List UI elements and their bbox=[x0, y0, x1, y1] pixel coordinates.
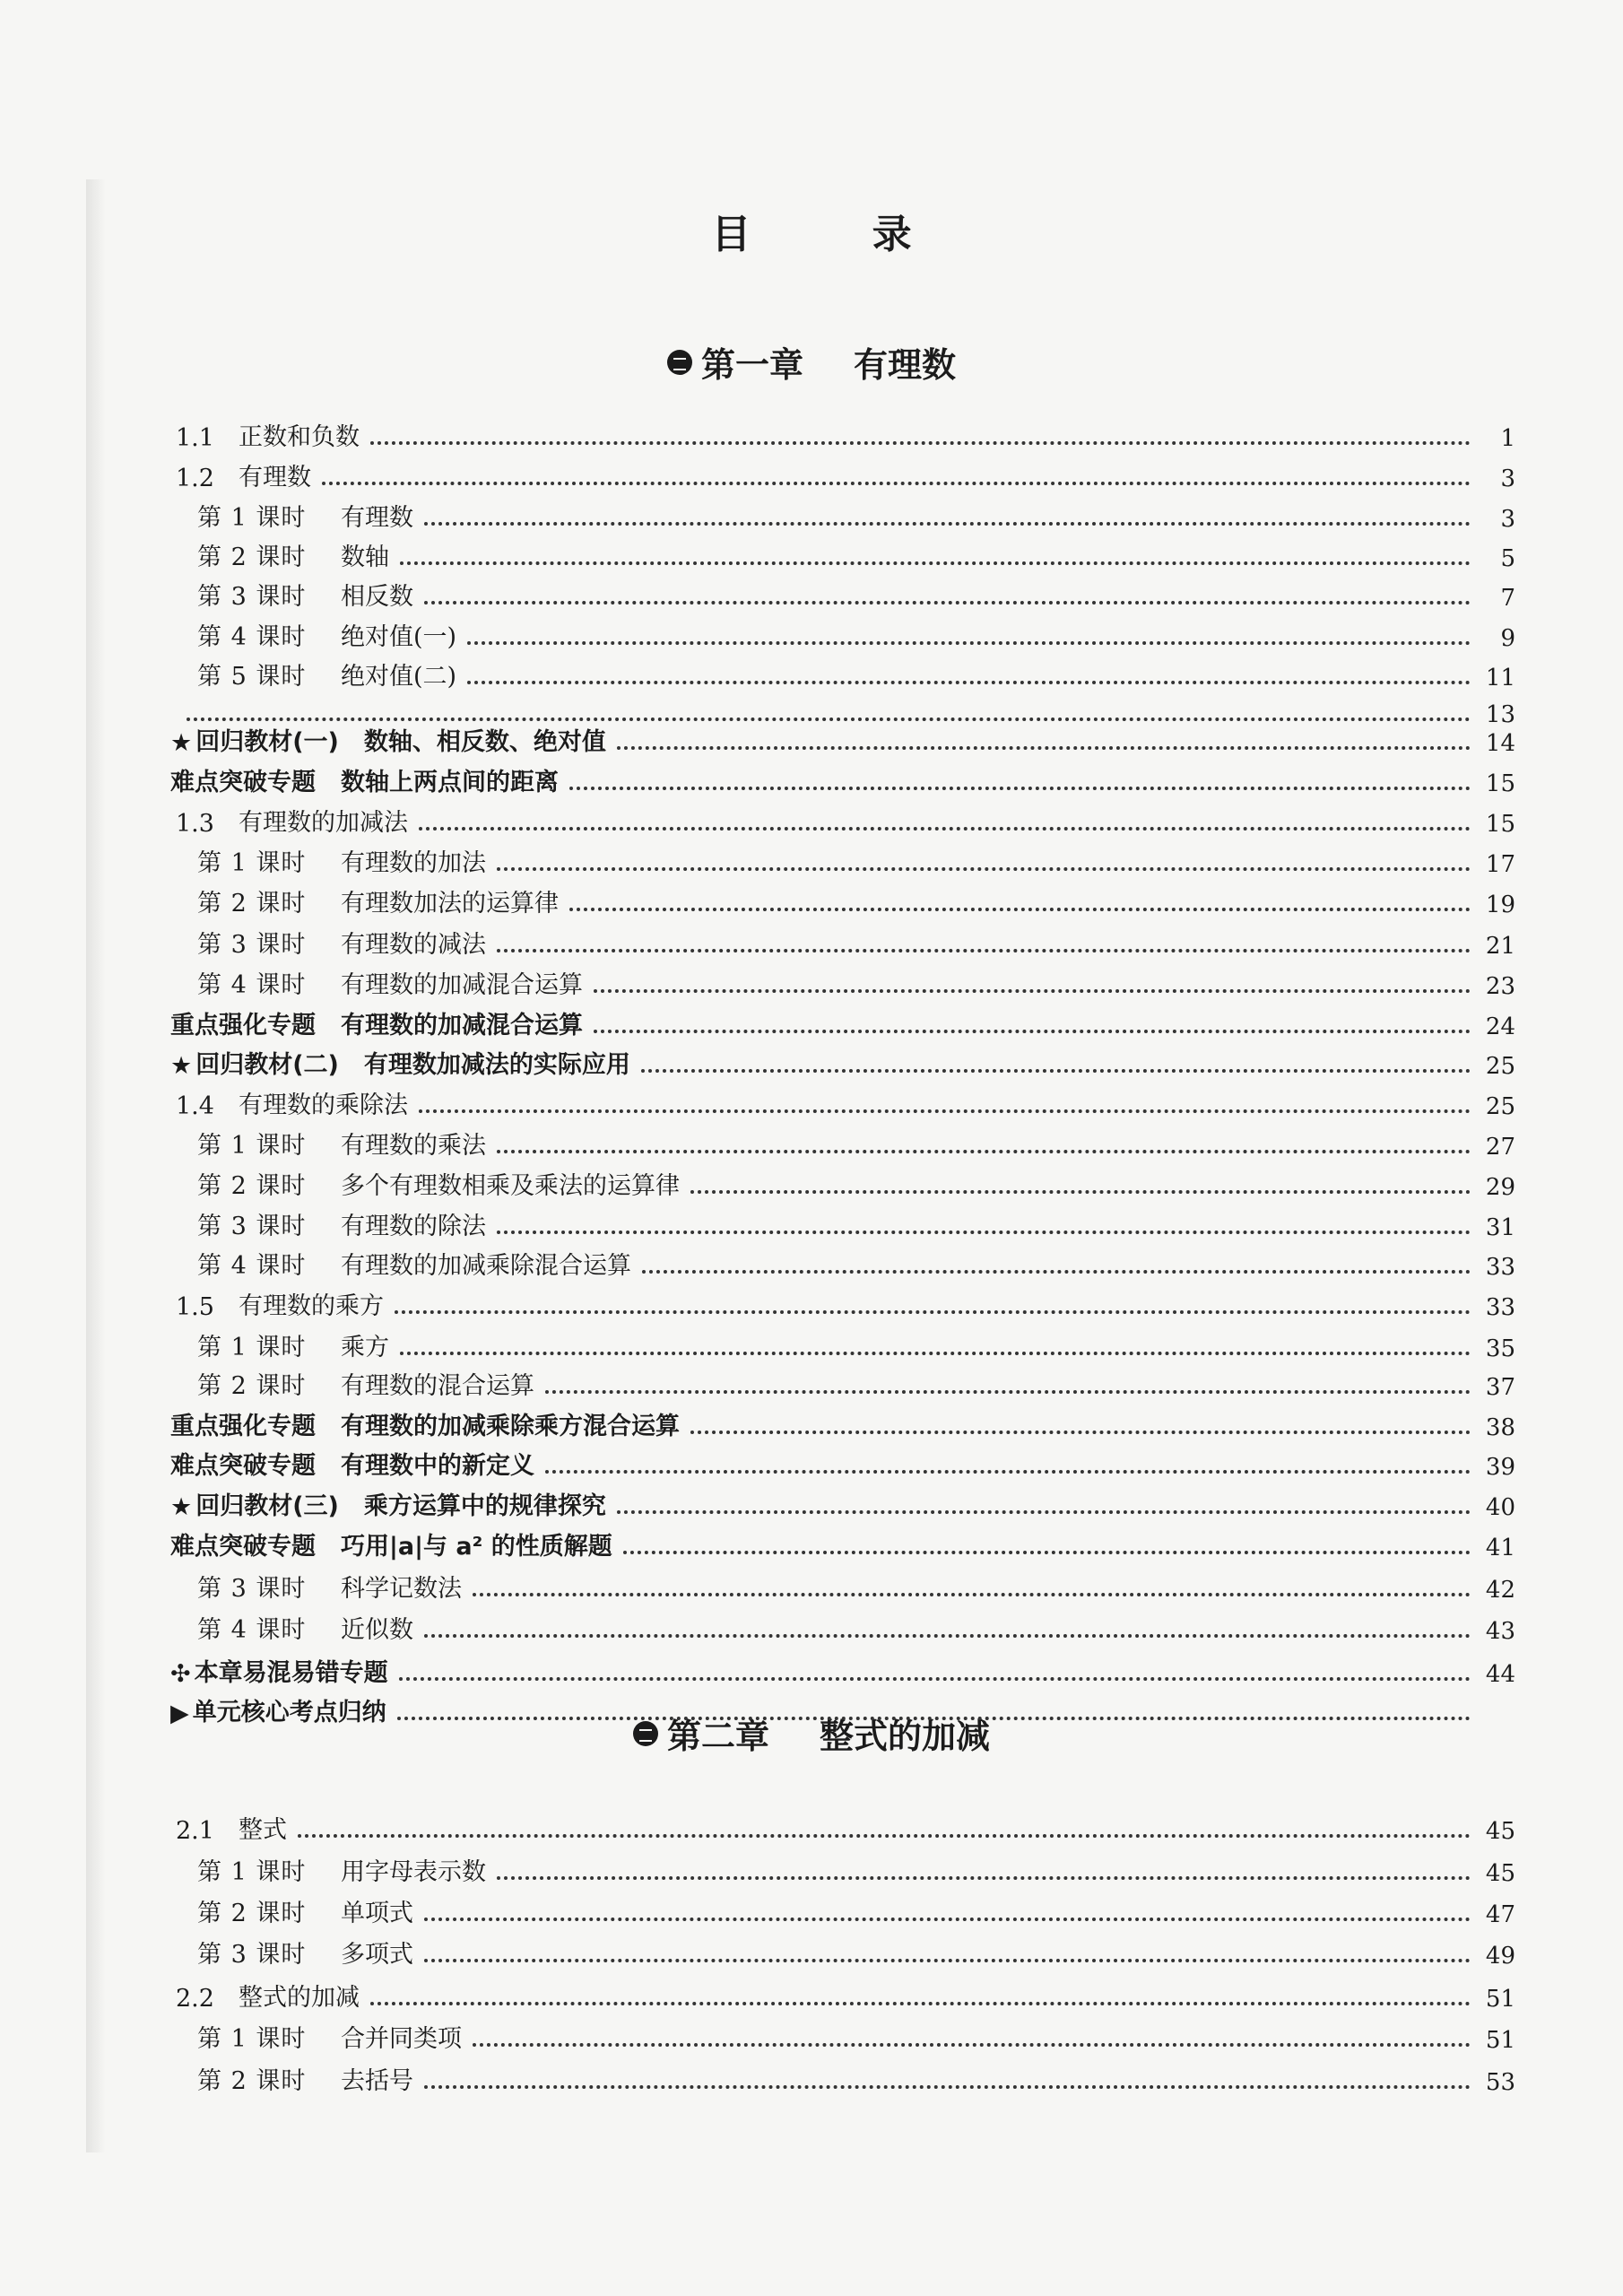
leader-dots bbox=[497, 949, 1471, 952]
page-number: 39 bbox=[1485, 1454, 1515, 1481]
lesson-label: 第 2 课时 bbox=[197, 890, 307, 918]
toc-entry-label bbox=[170, 1045, 630, 1080]
leader-dots bbox=[617, 1510, 1471, 1514]
page-number: 13 bbox=[1485, 701, 1515, 728]
toc-entry-label bbox=[170, 1692, 386, 1727]
toc-entry-label bbox=[197, 1366, 534, 1401]
toc-entry-label bbox=[197, 965, 583, 1000]
lesson-label: 第 2 课时 bbox=[197, 1900, 307, 1927]
entry-title: 有理数 bbox=[239, 464, 311, 491]
toc-row bbox=[197, 533, 1515, 572]
toc-entry-label bbox=[170, 1446, 534, 1481]
leader-dots bbox=[467, 641, 1471, 645]
toc-row bbox=[197, 920, 1515, 960]
leader-dots bbox=[370, 441, 1471, 445]
toc-entry-label bbox=[197, 1126, 486, 1161]
entry-title: 有理数的加法 bbox=[341, 849, 486, 877]
special-topic-label: 单元核心考点归纳 bbox=[192, 1699, 386, 1726]
toc-entry-label bbox=[170, 1526, 612, 1561]
toc-entry-label bbox=[197, 537, 389, 572]
toc-entry-label bbox=[197, 1893, 413, 1928]
lesson-label: 第 5 课时 bbox=[197, 663, 307, 691]
entry-title: 近似数 bbox=[341, 1616, 413, 1644]
toc-row bbox=[176, 413, 1515, 452]
section-number: 1.3 bbox=[176, 810, 214, 838]
page-number: 14 bbox=[1485, 730, 1515, 757]
lesson-label: 第 2 课时 bbox=[197, 544, 307, 571]
toc-row bbox=[197, 1241, 1515, 1281]
toc-row bbox=[170, 1482, 1515, 1521]
entry-title: 科学记数法 bbox=[341, 1575, 462, 1603]
page-number: 17 bbox=[1485, 851, 1515, 878]
triangle-right-icon: ▶ bbox=[170, 1700, 189, 1727]
special-topic-label: 难点突破专题 bbox=[170, 1452, 316, 1480]
entry-title: 有理数的乘除法 bbox=[239, 1091, 408, 1119]
toc-entry-label bbox=[197, 577, 413, 612]
toc-entry-label bbox=[197, 617, 456, 652]
cross-flower-icon: ✣ bbox=[170, 1660, 191, 1688]
page-number: 43 bbox=[1485, 1618, 1515, 1645]
lesson-label: 第 2 课时 bbox=[197, 2067, 307, 2095]
entry-title: 有理数的乘方 bbox=[239, 1292, 384, 1320]
toc-entry-label bbox=[197, 1935, 413, 1970]
toc-row bbox=[197, 839, 1515, 878]
entry-title: 乘方运算中的规律探究 bbox=[363, 1492, 606, 1520]
page-number: 27 bbox=[1485, 1134, 1515, 1161]
page-number: 51 bbox=[1485, 2027, 1515, 2054]
page-number: 3 bbox=[1500, 506, 1515, 533]
page-number: 35 bbox=[1485, 1335, 1515, 1362]
entry-title: 有理数的混合运算 bbox=[341, 1372, 534, 1400]
leader-dots bbox=[419, 827, 1471, 831]
special-topic-label: 回归教材(一) bbox=[195, 728, 339, 756]
toc-row bbox=[170, 1688, 1515, 1727]
leader-dots bbox=[690, 1190, 1471, 1194]
toc-row bbox=[170, 1522, 1515, 1561]
section-number: 1.2 bbox=[176, 465, 214, 492]
page-number: 33 bbox=[1485, 1254, 1515, 1281]
entry-title: 合并同类项 bbox=[341, 2025, 462, 2053]
leader-dots bbox=[497, 1150, 1471, 1153]
toc-entry-label bbox=[170, 1653, 388, 1688]
page-number: 45 bbox=[1485, 1818, 1515, 1845]
lesson-label: 第 1 课时 bbox=[197, 1858, 307, 1886]
chapter-label: 第一章 bbox=[700, 345, 803, 385]
special-topic-label: 回归教材(二) bbox=[195, 1051, 339, 1079]
section-number: 2.2 bbox=[176, 1985, 214, 2013]
toc-entry-label bbox=[197, 1852, 486, 1887]
section-number: 2.1 bbox=[176, 1817, 214, 1845]
entry-title: 有理数的加减混合运算 bbox=[341, 971, 583, 999]
page-title: 目 录 bbox=[711, 212, 966, 257]
leader-dots bbox=[399, 1677, 1471, 1681]
toc-row bbox=[176, 1973, 1515, 2013]
toc-entry-label bbox=[170, 1486, 606, 1521]
toc-row bbox=[170, 1402, 1515, 1441]
leader-dots bbox=[424, 601, 1471, 604]
toc-row bbox=[197, 1889, 1515, 1928]
lesson-label: 第 4 课时 bbox=[197, 971, 307, 999]
leader-dots bbox=[617, 746, 1471, 750]
entry-title: 相反数 bbox=[341, 583, 413, 611]
page-number: 29 bbox=[1485, 1174, 1515, 1201]
leader-dots bbox=[397, 1717, 1471, 1720]
leader-dots bbox=[424, 1634, 1471, 1638]
leader-dots bbox=[642, 1270, 1471, 1274]
entry-title: 多项式 bbox=[341, 1941, 413, 1969]
section-number: 1.4 bbox=[176, 1092, 214, 1120]
toc-row bbox=[197, 1930, 1515, 1970]
toc-row bbox=[197, 1564, 1515, 1604]
lesson-label: 第 1 课时 bbox=[197, 504, 307, 532]
lesson-label: 第 3 课时 bbox=[197, 931, 307, 959]
toc-entry-label bbox=[170, 1005, 583, 1040]
page-number: 19 bbox=[1485, 891, 1515, 918]
entry-title: 有理数 bbox=[341, 504, 413, 532]
section-number: 1.1 bbox=[176, 424, 214, 452]
toc-row bbox=[197, 1848, 1515, 1887]
toc-entry-label bbox=[176, 803, 408, 838]
page-number: 47 bbox=[1485, 1901, 1515, 1928]
page-number: 15 bbox=[1485, 811, 1515, 838]
entry-title: 有理数的加减法 bbox=[239, 809, 408, 837]
entry-title: 乘方 bbox=[341, 1334, 389, 1361]
page-number: 44 bbox=[1485, 1661, 1515, 1688]
entry-title: 有理数加法的运算律 bbox=[341, 890, 559, 918]
page-number: 3 bbox=[1500, 465, 1515, 492]
toc-entry-label bbox=[170, 722, 606, 757]
toc-row bbox=[197, 572, 1515, 612]
page-number: 40 bbox=[1485, 1494, 1515, 1521]
toc-entry-label bbox=[197, 883, 559, 918]
toc-entry-label bbox=[176, 1286, 384, 1321]
leader-dots bbox=[497, 1231, 1471, 1234]
toc-entry-label bbox=[197, 1327, 389, 1362]
toc-row bbox=[197, 1202, 1515, 1241]
page-number: 21 bbox=[1485, 933, 1515, 960]
lesson-label: 第 3 课时 bbox=[197, 1941, 307, 1969]
entry-title: 数轴上两点间的距离 bbox=[341, 769, 559, 796]
leader-dots bbox=[400, 1352, 1471, 1355]
entry-title: 绝对值(二) bbox=[341, 663, 457, 691]
entry-title: 单项式 bbox=[341, 1900, 413, 1927]
toc-entry-label bbox=[197, 1246, 631, 1281]
leader-dots bbox=[395, 1310, 1471, 1314]
lesson-label: 第 1 课时 bbox=[197, 1334, 307, 1361]
lesson-label: 第 2 课时 bbox=[197, 1372, 307, 1400]
toc-row bbox=[197, 2014, 1515, 2054]
entry-title: 用字母表示数 bbox=[341, 1858, 486, 1886]
toc-row bbox=[197, 1121, 1515, 1161]
leader-dots bbox=[545, 1390, 1471, 1394]
toc-entry-label bbox=[197, 1166, 680, 1201]
toc-row bbox=[197, 613, 1515, 652]
leader-dots bbox=[594, 1030, 1471, 1033]
leader-dots bbox=[400, 561, 1471, 565]
leader-dots bbox=[473, 2043, 1471, 2047]
special-topic-label: 难点突破专题 bbox=[170, 769, 316, 796]
entry-title: 整式 bbox=[239, 1816, 287, 1844]
toc-row bbox=[197, 961, 1515, 1000]
toc-entry-label bbox=[176, 417, 360, 452]
leader-dots bbox=[467, 681, 1471, 684]
page-number: 41 bbox=[1485, 1535, 1515, 1561]
lesson-label: 第 2 课时 bbox=[197, 1172, 307, 1200]
special-topic-label: 重点强化专题 bbox=[170, 1413, 316, 1440]
leader-dots bbox=[497, 1876, 1471, 1880]
toc-row bbox=[197, 1323, 1515, 1362]
toc-entry-label bbox=[197, 1610, 413, 1645]
entry-title: 巧用|a|与 a² 的性质解题 bbox=[341, 1533, 612, 1561]
entry-title: 有理数的减法 bbox=[341, 931, 486, 959]
lesson-label: 第 3 课时 bbox=[197, 1213, 307, 1240]
page-number: 33 bbox=[1485, 1294, 1515, 1321]
page-number: 51 bbox=[1485, 1986, 1515, 2013]
page-number: 5 bbox=[1500, 545, 1515, 572]
lesson-label: 第 3 课时 bbox=[197, 583, 307, 611]
star-icon: ★ bbox=[170, 1052, 193, 1080]
page-number: 37 bbox=[1485, 1374, 1515, 1401]
page-number: 45 bbox=[1485, 1860, 1515, 1887]
leader-dots bbox=[690, 1431, 1471, 1434]
leader-dots bbox=[424, 522, 1471, 526]
toc-row bbox=[170, 718, 1515, 757]
toc-entry-label bbox=[176, 1810, 287, 1845]
toc-entry-label bbox=[197, 925, 486, 960]
entry-title: 有理数的加减乘除混合运算 bbox=[341, 1252, 631, 1280]
lesson-label: 第 3 课时 bbox=[197, 1575, 307, 1603]
entry-title: 去括号 bbox=[341, 2067, 413, 2095]
toc-entry-label bbox=[197, 2019, 462, 2054]
leader-dots bbox=[322, 482, 1471, 485]
leader-dots bbox=[298, 1834, 1471, 1838]
entry-title: 正数和负数 bbox=[239, 423, 360, 451]
chapter-name: 整式的加减 bbox=[820, 1717, 991, 1756]
leader-dots bbox=[569, 908, 1471, 911]
special-topic-label: 难点突破专题 bbox=[170, 1533, 316, 1561]
lesson-label: 第 1 课时 bbox=[197, 849, 307, 877]
toc-entry-label bbox=[197, 1569, 462, 1604]
lesson-label: 第 1 课时 bbox=[197, 2025, 307, 2053]
page-number: 15 bbox=[1485, 770, 1515, 797]
special-topic-label: 回归教材(三) bbox=[195, 1492, 339, 1520]
page-number: 49 bbox=[1485, 1943, 1515, 1970]
toc-entry-label bbox=[197, 1206, 486, 1241]
page-number: 9 bbox=[1500, 625, 1515, 652]
leader-dots bbox=[594, 989, 1471, 993]
toc-row bbox=[176, 1081, 1515, 1120]
page-number: 23 bbox=[1485, 973, 1515, 1000]
toc-entry-label bbox=[197, 657, 456, 691]
page-number: 42 bbox=[1485, 1577, 1515, 1604]
lesson-label: 第 4 课时 bbox=[197, 1616, 307, 1644]
lesson-label: 第 1 课时 bbox=[197, 1132, 307, 1160]
star-icon: ★ bbox=[170, 729, 193, 757]
toc-row bbox=[197, 2057, 1515, 2096]
entry-title: 有理数加减法的实际应用 bbox=[363, 1051, 630, 1079]
toc-row bbox=[176, 1282, 1515, 1321]
toc-row bbox=[197, 652, 1515, 691]
page-number: 25 bbox=[1485, 1053, 1515, 1080]
leader-dots bbox=[545, 1470, 1471, 1474]
chapter-label: 第二章 bbox=[666, 1717, 769, 1756]
leader-dots bbox=[370, 2002, 1471, 2005]
leader-dots bbox=[424, 1918, 1471, 1921]
toc-entry-label bbox=[197, 2061, 413, 2096]
leader-dots bbox=[641, 1069, 1471, 1073]
entry-title: 数轴 bbox=[341, 544, 389, 571]
toc-entry-label bbox=[176, 1085, 408, 1120]
leader-dots bbox=[497, 867, 1471, 871]
entry-title: 整式的加减 bbox=[239, 1984, 360, 2012]
toc-row bbox=[170, 1441, 1515, 1481]
page-number: 25 bbox=[1485, 1093, 1515, 1120]
entry-title: 有理数中的新定义 bbox=[341, 1452, 534, 1480]
toc-entry-label bbox=[176, 457, 311, 492]
page-number: 11 bbox=[1485, 665, 1515, 691]
entry-title: 有理数的加减混合运算 bbox=[341, 1012, 583, 1039]
section-number: 1.5 bbox=[176, 1293, 214, 1321]
toc-row bbox=[170, 758, 1515, 797]
toc-entry-label bbox=[170, 1406, 680, 1441]
toc-row bbox=[176, 798, 1515, 838]
special-topic-label: 重点强化专题 bbox=[170, 1012, 316, 1039]
leader-dots bbox=[569, 787, 1471, 790]
toc-entry-label bbox=[197, 498, 413, 533]
lesson-label: 第 4 课时 bbox=[197, 1252, 307, 1280]
toc-entry-label bbox=[197, 843, 486, 878]
chapter-name: 有理数 bbox=[854, 345, 957, 385]
entry-title: 有理数的除法 bbox=[341, 1213, 486, 1240]
entry-title: 有理数的乘法 bbox=[341, 1132, 486, 1160]
entry-title: 有理数的加减乘除乘方混合运算 bbox=[341, 1413, 680, 1440]
page-number: 1 bbox=[1500, 425, 1515, 452]
page-number: 24 bbox=[1485, 1013, 1515, 1040]
star-icon: ★ bbox=[170, 1493, 193, 1521]
toc-row bbox=[170, 1648, 1515, 1688]
lesson-label: 第 4 课时 bbox=[197, 623, 307, 651]
page-number: 7 bbox=[1500, 585, 1515, 612]
toc-row bbox=[170, 1040, 1515, 1080]
page-number: 53 bbox=[1485, 2069, 1515, 2096]
toc-row bbox=[176, 453, 1515, 492]
toc-row bbox=[197, 1361, 1515, 1401]
toc-row bbox=[170, 1001, 1515, 1040]
toc-entry-label bbox=[170, 762, 559, 797]
leader-dots bbox=[623, 1551, 1471, 1554]
entry-title: 数轴、相反数、绝对值 bbox=[363, 728, 606, 756]
special-topic-label: 本章易混易错专题 bbox=[194, 1659, 388, 1687]
toc-row bbox=[197, 1161, 1515, 1201]
toc-row bbox=[197, 1605, 1515, 1645]
page-number: 31 bbox=[1485, 1214, 1515, 1241]
toc-row bbox=[176, 1805, 1515, 1845]
page-number: 38 bbox=[1485, 1414, 1515, 1441]
toc-row bbox=[197, 879, 1515, 918]
entry-title: 多个有理数相乘及乘法的运算律 bbox=[341, 1172, 680, 1200]
entry-title: 绝对值(一) bbox=[341, 623, 457, 651]
leader-dots bbox=[424, 2085, 1471, 2089]
toc-row bbox=[197, 493, 1515, 533]
leader-dots bbox=[419, 1109, 1471, 1113]
leader-dots bbox=[473, 1593, 1471, 1596]
toc-entry-label bbox=[176, 1978, 360, 2013]
leader-dots bbox=[424, 1959, 1471, 1962]
